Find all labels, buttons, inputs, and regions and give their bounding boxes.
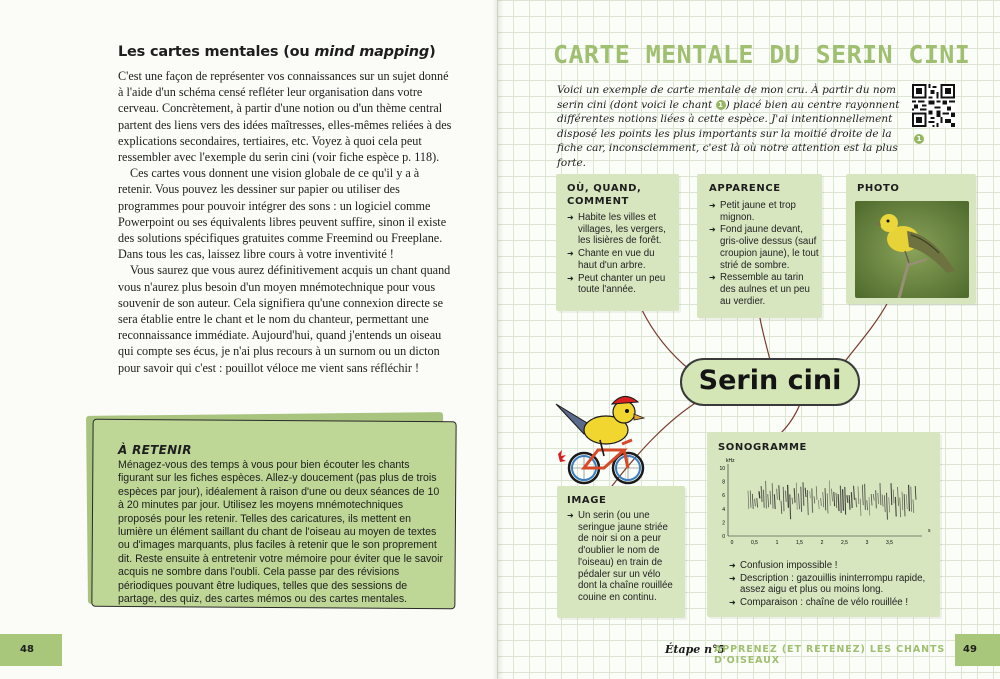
list-item: ➜ Un serin (ou une seringue jaune striée de noir si on a peur d'oublier le nom de l'oiseau) en train de pédaler sur un vélo dont la chaîne rouillée couine en continu. [567, 510, 679, 604]
paragraph: Ces cartes vous donnent une vision globale de ce qu'il y a à retenir. Vous pouvez les dessiner sur papier ou utiliser des programmes pour pouvoir intégrer des sons : un logiciel comme Powerpoint ou ses équivalents libres peuvent suffire, sinon il existe des solutions spécifiques gratuites comme Freemind ou Freeplane. Dans tous les cas, laissez libre cours à votre inventivité ! [118, 166, 447, 262]
card-title: OÙ, QUAND, COMMENT [567, 183, 642, 207]
list-item: ➜ Habite les villes et villages, les vergers, les lisières de forêt. [567, 212, 675, 247]
card-list [709, 200, 819, 308]
sonogram-streak [768, 494, 769, 507]
sonogram-streak [862, 485, 863, 505]
sonogram-streak [860, 499, 861, 516]
sonogram-streak [895, 497, 896, 517]
sonogram-streak [803, 482, 804, 505]
sonogram-y-tick: 4 [722, 506, 725, 513]
sonogram-streak [799, 494, 800, 510]
sonogram-streak [752, 494, 753, 509]
sonogram-streak [827, 493, 828, 513]
sonogram-streak [801, 487, 802, 512]
sonogram-streak [884, 495, 885, 512]
sonogram-streak [840, 486, 841, 513]
list-item: ➜ Description : gazouillis ininterrompu rapide, assez aigu et plus ou moins long. [729, 573, 939, 596]
card-title: APPARENCE [709, 183, 781, 194]
sonogram-streak [911, 487, 912, 512]
sonogram-streak [836, 493, 837, 508]
sonogram-streak [766, 481, 767, 509]
list-item: ➜ Confusion impossible ! [729, 560, 939, 572]
footer-step: Étape n°5 [665, 643, 726, 656]
sonogram-streak [915, 486, 916, 500]
sonogram-streak [761, 486, 762, 502]
sonogram-x-unit: s [928, 528, 931, 534]
sonogram-streak [838, 494, 839, 511]
center-node-label: Serin cini [698, 365, 842, 396]
sonogram-streak [851, 492, 852, 508]
sonogram-streak [854, 486, 855, 500]
sonogram-streak [891, 483, 892, 505]
sonogram-streak [814, 496, 815, 503]
sonogram-y-tick: 0 [722, 534, 725, 540]
list-item: ➜ Comparaison : chaîne de vélo rouillée ! [729, 597, 939, 609]
sonogram-streak [858, 486, 859, 504]
sonogram-streak [871, 494, 872, 506]
sonogram-x-tick: 3 [865, 540, 869, 546]
sonogram-streak [876, 490, 877, 508]
sonogram-streak [755, 499, 756, 507]
sonogram-unit-label: kHz [726, 458, 735, 464]
sonogram-streak [878, 493, 879, 504]
sonogram-streak [847, 495, 848, 503]
sonogram-streak [772, 483, 773, 508]
sonogram-streak [904, 494, 905, 516]
sonogram-streak [777, 489, 778, 500]
sonogram-streak [867, 500, 868, 510]
sonogram-streak [823, 492, 824, 507]
sonogram-streak [759, 491, 760, 498]
sonogram-streak [832, 489, 833, 502]
sonogram-streak [812, 488, 813, 512]
list-item: ➜ Petit jaune et trop mignon. [709, 200, 819, 223]
list-item: ➜ Chante en vue du haut d'un arbre. [567, 248, 675, 271]
card-title: SONOGRAMME [718, 442, 807, 453]
sonogram-streak [913, 499, 914, 513]
sonogram-streak [821, 498, 822, 506]
card-list [567, 212, 675, 297]
sonogram-x-tick: 0 [730, 540, 734, 546]
sonogram-streak [774, 494, 775, 509]
page-tab-right [955, 634, 1000, 666]
sonogram-y-tick: 2 [722, 520, 725, 527]
section-body [118, 68, 454, 376]
sonogram-streak [882, 495, 883, 507]
page-number-left: 48 [20, 644, 34, 655]
retenir-title: À RETENIR [118, 443, 192, 457]
sonogram-streak [750, 491, 751, 508]
card-list [567, 510, 679, 605]
serin-photo [855, 201, 969, 298]
sonogram-streak [906, 495, 907, 509]
sonogram-streak [889, 497, 890, 512]
audio-badge-icon[interactable]: 1 [716, 100, 726, 110]
sonogram-streak [790, 494, 791, 519]
section-heading: Les cartes mentales (ou mind mapping) [118, 44, 436, 60]
footer-chapter: APPRENEZ (ET RETENEZ) LES CHANTS D'OISEAUX [714, 644, 946, 666]
sonogram-streak [796, 483, 797, 510]
sonogram-streak [816, 486, 817, 500]
sonogram-streak [792, 498, 793, 505]
sonogram-y-tick: 6 [722, 493, 725, 500]
sonogram-streak [770, 491, 771, 505]
card-title: PHOTO [857, 183, 900, 194]
sonogram-streak [900, 498, 901, 517]
sonogram-streak [781, 501, 782, 514]
list-item: ➜ Ressemble au tarin des aulnes et un peu au verdier. [709, 272, 819, 307]
paragraph: C'est une façon de représenter vos connaissances sur un sujet donné à l'aide d'un schéma censé refléter leur organisation dans votre cerveau. Concrètement, à partir d'une notion ou d'un thème central partent des liens vers des idées maîtresses, elles-mêmes reliées à des explications secondaires, tertiaires, etc. Voyez à quoi cela peut ressembler avec l'exemple du serin cini (voir fiche espèce p. 118). [118, 69, 452, 165]
sonogram-streak [818, 500, 819, 509]
book-gutter [492, 0, 504, 679]
sonogram-streak [887, 493, 888, 520]
sonogram-streak [834, 492, 835, 506]
page-number-right: 49 [963, 644, 977, 655]
qr-audio-badge-icon[interactable]: 1 [914, 134, 924, 144]
sonogram-x-tick: 1,5 [796, 540, 803, 546]
sonogram-x-tick: 2 [820, 540, 824, 546]
list-item: ➜ Fond jaune devant, gris-olive dessus (sauf croupion jaune), le tout strié de sombre. [709, 224, 819, 271]
retenir-body: Ménagez-vous des temps à vous pour bien écouter les chants figurant sur les fiches espèces. Allez-y doucement (pas plus de trois espèces par jour), idéalement à raison d'une ou deux séances de 10 à 20 minutes par jour. Utilisez les moyens mnémotechniques proposés pour les retenir. Telles des caricatures, ils mettent en lumière un élément saillant du chant de l'oiseau au moyen de textes ou d'images marquants, plus faciles à retenir que le son proprement dit. Reste ensuite à entretenir votre mémoire pour éviter que le savoir acquis ne sombre dans l'oubli. Cela passe par des révisions périodiques pouvant être ludiques, telles que des sessions de partage, des quiz, des cartes mémos ou des cartes mentales. [118, 459, 444, 606]
sonogram-streak [856, 498, 857, 507]
list-item: ➜ Peut chanter un peu toute l'année. [567, 273, 675, 296]
sonogram-streak [810, 491, 811, 498]
sonogram-streak [757, 498, 758, 507]
sonogram-streak [869, 497, 870, 516]
sonogram-streak [902, 492, 903, 510]
sonogram-y-tick: 10 [719, 466, 725, 472]
sonogram-streak [763, 490, 764, 508]
sonogram-streak [898, 487, 899, 506]
sonogram-streak [807, 490, 808, 515]
sonogram-streak [779, 485, 780, 500]
page-title: CARTE MENTALE DU SERIN CINI [553, 40, 971, 69]
sonogram-streak [880, 483, 881, 505]
sonogram-streak [748, 491, 749, 509]
qr-code-icon[interactable] [912, 84, 955, 127]
sonogram-streak [845, 487, 846, 515]
sonogram-streak [794, 488, 795, 503]
sonogram-streak [783, 487, 784, 511]
sonogram-chart [712, 454, 940, 554]
sonogram-streak [788, 485, 789, 508]
sonogram-streak [825, 488, 826, 510]
sonogram-x-tick: 0,5 [751, 540, 758, 546]
sonogram-streak [805, 488, 806, 497]
sonogram-streak [873, 494, 874, 501]
sonogram-streak [829, 481, 830, 506]
sonogram-x-tick: 3,5 [886, 540, 893, 546]
sonogram-streak [893, 490, 894, 504]
sonogram-y-tick: 8 [722, 479, 725, 486]
sonogram-x-tick: 2,5 [841, 540, 848, 546]
sonogram-streak [909, 485, 910, 511]
serin-cartoon-illustration [548, 384, 668, 492]
card-list [729, 560, 939, 610]
card-title: IMAGE [567, 495, 607, 506]
sonogram-x-tick: 1 [775, 540, 779, 546]
sonogram-streak [843, 489, 844, 510]
paragraph: Vous saurez que vous aurez définitivement acquis un chant quand vous n'aurez plus besoin d'un moyen mnémotechnique pour vous souvenir de son auteur. Cela signifiera qu'une connexion directe se sera établie entre le chant et le nom du chanteur, permettant une reconnaissance immédiate. Aujourd'hui, quand j'entends un oiseau qui compte ses écus, je n'ai plus recours à un surnom ou un dicton pour savoir qui c'est : pouillot véloce me vient sans réfléchir ! [118, 263, 451, 375]
sonogram-streak [849, 495, 850, 510]
intro-text: Voici un exemple de carte mentale de mon cru. À partir du nom serin cini (dont voici le chant 1 ) placé bien au centre rayonnent différentes notions liées à cette espèce. J'ai intentionnellement disposé les points les plus importants sur la moitié droite de la fiche car, inconsciemment, c'est là où notre attention est la plus forte. [557, 84, 900, 169]
sonogram-streak [785, 491, 786, 502]
sonogram-streak [865, 484, 866, 510]
